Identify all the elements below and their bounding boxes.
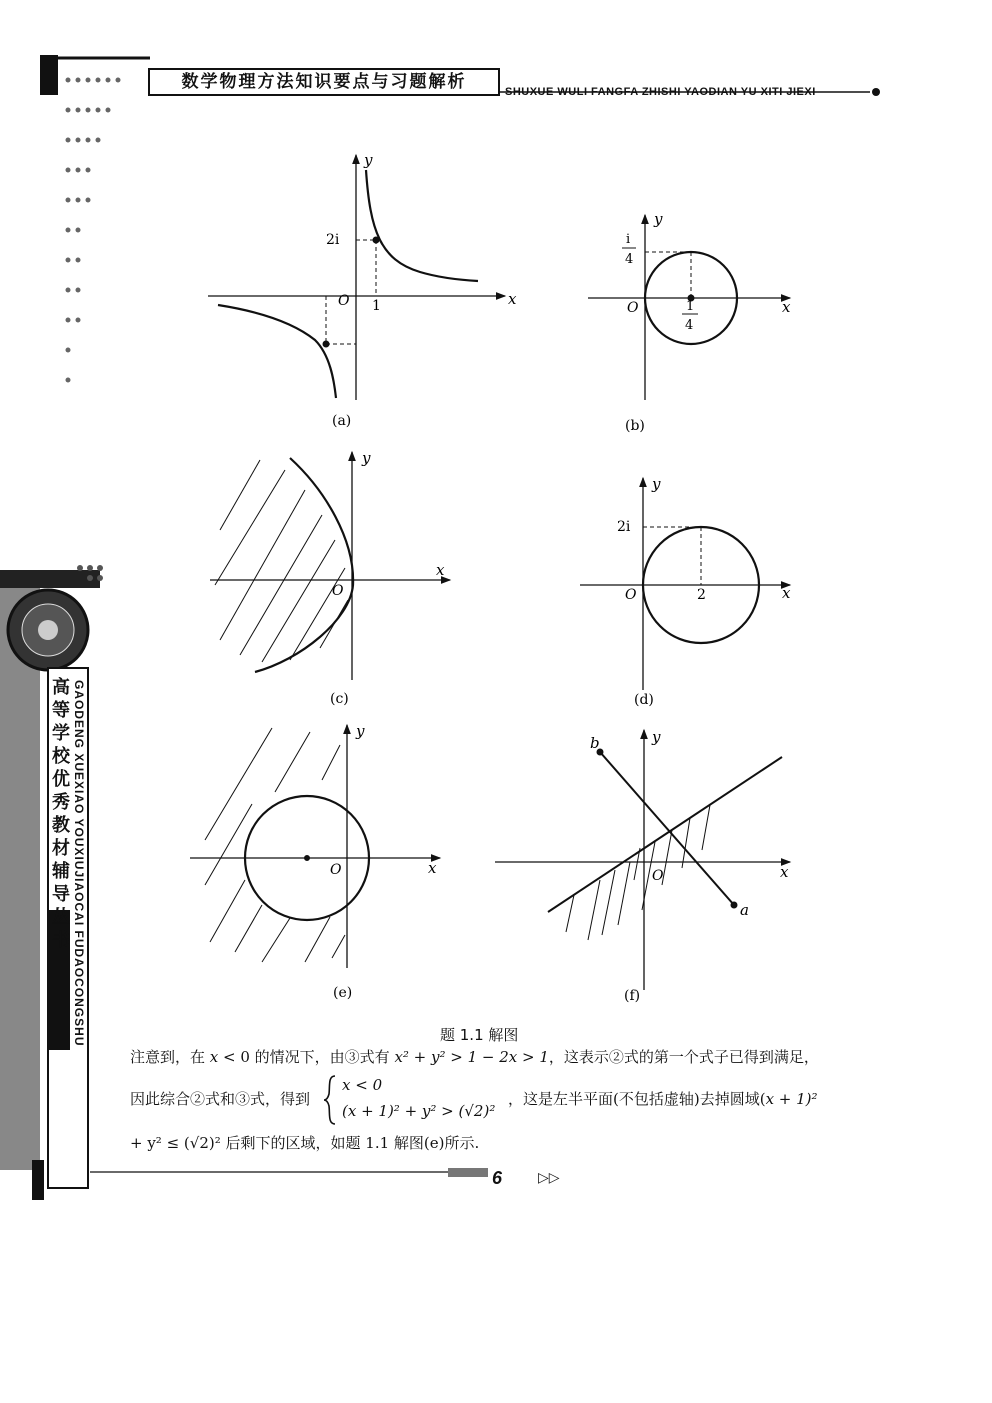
paragraph-line-3: + y² ≤ (√2)² 后剩下的区域，如题 1.1 解图(e)所示. (130, 1134, 480, 1152)
fig-a-y-label: y (364, 151, 373, 169)
fig-f-caption: (f) (624, 988, 641, 1004)
figure-e (190, 725, 440, 968)
figure-a (208, 155, 505, 400)
fig-d-y-label: y (652, 475, 661, 493)
fig-b-y-label: y (654, 210, 663, 228)
fig-b-caption: (b) (625, 418, 645, 434)
fig-d-tick-y: 2i (617, 519, 631, 535)
fig-d-origin: O (625, 587, 637, 603)
fig-f-point-a: a (740, 901, 749, 919)
fig-e-origin: O (330, 862, 342, 878)
figure-d (580, 478, 790, 690)
header-pinyin: SHUXUE WULI FANGFA ZHISHI YAODIAN YU XITI JIEXI (505, 86, 816, 98)
fig-b-tick-x-num: 1 (686, 299, 695, 314)
figure-f (495, 730, 790, 990)
fig-f-origin: O (652, 868, 664, 884)
fig-a-tick-y: 2i (326, 232, 340, 248)
series-pinyin: GAODENG XUEXIAO YOUXIUJIAOCAI FUDAOCONGSHU (72, 680, 86, 1047)
fig-d-x-label: x (782, 584, 791, 602)
fig-c-y-label: y (362, 449, 371, 467)
fig-b-tick-y-den: 4 (625, 252, 634, 267)
system-line-2: (x + 1)² + y² > (√2)² (342, 1102, 496, 1120)
figure-c (210, 452, 450, 680)
fig-b-origin: O (627, 300, 639, 316)
system-brace (322, 1074, 338, 1126)
fig-d-tick-x: 2 (697, 587, 706, 603)
paragraph-line-2b: ，这是左半平面(不包括虚轴)去掉圆域(x + 1)² (508, 1090, 818, 1108)
fig-a-origin: O (338, 293, 350, 309)
series-title: 高等学校优秀教材辅导丛书 (52, 677, 70, 951)
paragraph-line-2: 因此综合②式和③式，得到 (130, 1090, 311, 1108)
page-number: 6 (492, 1168, 503, 1188)
fig-e-y-label: y (356, 722, 365, 740)
fig-c-caption: (c) (330, 691, 349, 707)
fig-d-caption: (d) (634, 692, 654, 708)
system-line-1: x < 0 (342, 1076, 383, 1094)
fig-f-y-label: y (652, 728, 661, 746)
fig-b-tick-x-den: 4 (685, 318, 694, 333)
fig-b-x-label: x (782, 298, 791, 316)
fig-f-point-b: b (590, 734, 600, 752)
fig-b-tick-y-num: i (626, 232, 631, 247)
figure-title: 题 1.1 解图 (440, 1026, 519, 1044)
fig-c-origin: O (332, 583, 344, 599)
fig-a-tick-x: 1 (372, 298, 381, 314)
fig-f-x-label: x (780, 863, 789, 881)
next-arrows-icon: ▷▷ (538, 1170, 560, 1186)
fig-e-caption: (e) (333, 985, 353, 1001)
fig-a-caption: (a) (332, 413, 352, 429)
paragraph-line-1: 注意到，在 x < 0 的情况下，由③式有 x² + y² > 1 − 2x > 1，这表示②式的第一个式子已得到满足， (130, 1048, 819, 1066)
fig-a-x-label: x (508, 290, 517, 308)
fig-e-x-label: x (428, 859, 437, 877)
fig-c-x-label: x (436, 561, 445, 579)
header-title: 数学物理方法知识要点与习题解析 (148, 68, 500, 96)
